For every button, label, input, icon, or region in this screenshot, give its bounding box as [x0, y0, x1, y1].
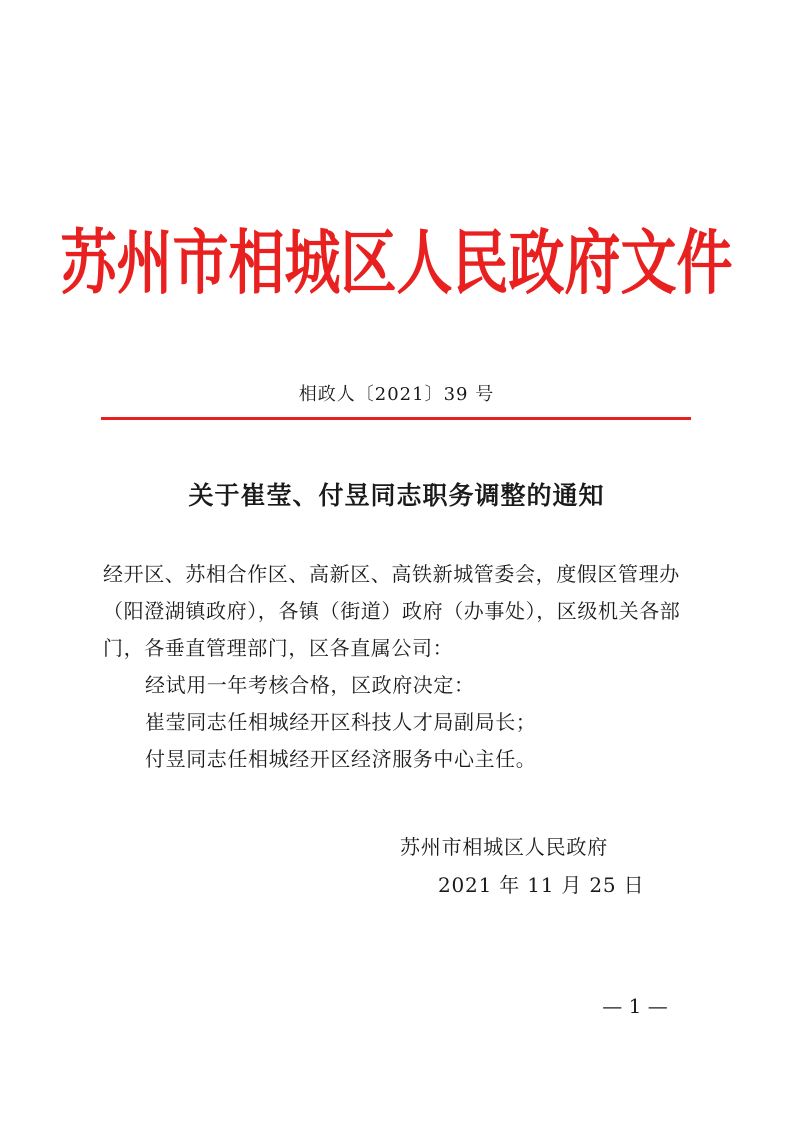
- addressees: 经开区、苏相合作区、高新区、高铁新城管委会，度假区管理办（阳澄湖镇政府），各镇（街道）政府（办事处），区级机关各部门，各垂直管理部门，区各直属公司：: [103, 562, 681, 660]
- signature-organization: 苏州市相城区人民政府: [400, 835, 608, 859]
- document-masthead: 苏州市相城区人民政府文件: [60, 221, 733, 305]
- document-number: 相政人〔2021〕39 号: [298, 384, 495, 405]
- notice-body: [103, 556, 693, 778]
- body-paragraph-decision: 经试用一年考核合格，区政府决定：: [145, 673, 475, 697]
- body-paragraph-appointment-1: 崔莹同志任相城经开区科技人才局副局长；: [145, 710, 537, 734]
- notice-title: 关于崔莹、付昱同志职务调整的通知: [188, 481, 605, 510]
- page-number: — 1 —: [602, 994, 668, 1018]
- body-paragraph-appointment-2: 付昱同志任相城经开区经济服务中心主任。: [145, 747, 537, 771]
- signature-date: 2021 年 11 月 25 日: [438, 873, 645, 897]
- signature-block: [400, 828, 660, 904]
- red-separator-line: [101, 417, 691, 420]
